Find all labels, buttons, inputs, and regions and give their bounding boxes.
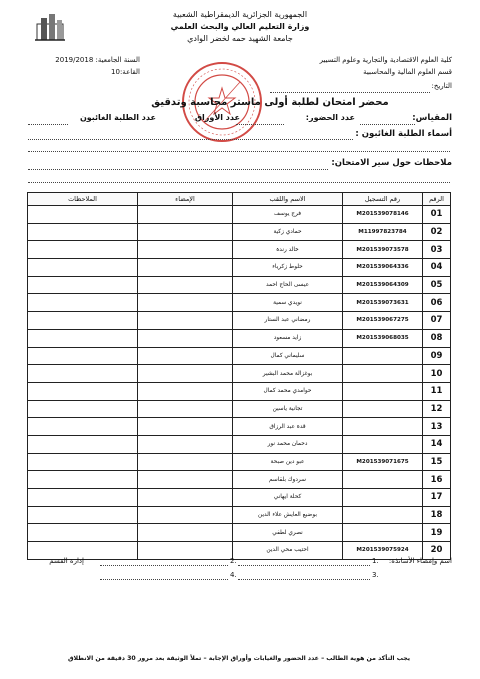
registration-number (343, 506, 423, 524)
registration-number (343, 418, 423, 436)
absent-names-label: أسماء الطلبة الغائبون : (355, 129, 452, 139)
subject-line (360, 124, 415, 125)
notes-cell (28, 365, 138, 383)
signature-cell (138, 489, 233, 507)
signature-cell (138, 471, 233, 489)
table-row (28, 206, 451, 224)
attendance-table (27, 192, 451, 560)
table-row (28, 400, 451, 418)
student-name: فرج يوسف (233, 206, 343, 224)
row-number: 13 (423, 418, 451, 436)
notes-cell (28, 471, 138, 489)
sig-num-2: 2. (230, 557, 237, 565)
row-number: 02 (423, 223, 451, 241)
table-row (28, 347, 451, 365)
student-name: نصري لطفي (233, 524, 343, 542)
registration-number: M201539064309 (343, 276, 423, 294)
table-row (28, 329, 451, 347)
header-reg: رقم التسجيل (343, 193, 423, 206)
signature-cell (138, 382, 233, 400)
footer-note: يجب التأكد من هوية الطالب – عدد الحضور والغيابات وأوراق الإجابة – تملأ الوثيقة بعد مرور 30 دقيقة من الانطلاق (67, 655, 411, 662)
registration-number (343, 489, 423, 507)
room-number: القاعة:10 (111, 68, 140, 76)
absent-count-line (28, 124, 68, 125)
signature-cell (138, 506, 233, 524)
sig-line-3 (238, 579, 370, 580)
table-row (28, 453, 451, 471)
signature-cell (138, 206, 233, 224)
notes-cell (28, 223, 138, 241)
student-name: حمادي زكية (233, 223, 343, 241)
signature-cell (138, 435, 233, 453)
table-row (28, 223, 451, 241)
header-signature: الإمضاء (138, 193, 233, 206)
date-line (270, 92, 430, 93)
student-name: بوغزالة محمد البشير (233, 365, 343, 383)
absent-names-line-1 (28, 139, 353, 140)
university-title: جامعة الشهيد حمه لخضر الوادي (187, 34, 293, 43)
row-number: 10 (423, 365, 451, 383)
registration-number: M201539073631 (343, 294, 423, 312)
table-row (28, 259, 451, 277)
registration-number: M201539071675 (343, 453, 423, 471)
notes-cell (28, 382, 138, 400)
row-number: 01 (423, 206, 451, 224)
sig-line-4 (100, 579, 228, 580)
table-row (28, 312, 451, 330)
signature-cell (138, 453, 233, 471)
table-row (28, 294, 451, 312)
professors-label: اسم وإمضاء الأساتذة: (388, 557, 452, 565)
student-name: احتيب محي الدين (233, 542, 343, 560)
student-name: رمضاني عبد الستار (233, 312, 343, 330)
row-number: 20 (423, 542, 451, 560)
student-name: سردوك بلقاسم (233, 471, 343, 489)
header-name: الاسم واللقب (233, 193, 343, 206)
notes-cell (28, 418, 138, 436)
student-name: نويدي سمية (233, 294, 343, 312)
table-row (28, 241, 451, 259)
notes-cell (28, 347, 138, 365)
registration-number: M201539073578 (343, 241, 423, 259)
absent-names-line-2 (28, 151, 450, 152)
table-row (28, 524, 451, 542)
notes-cell (28, 294, 138, 312)
notes-cell (28, 241, 138, 259)
row-number: 09 (423, 347, 451, 365)
registration-number (343, 435, 423, 453)
student-name: عيسى الحاج احمد (233, 276, 343, 294)
table-row (28, 365, 451, 383)
sig-num-1: 1. (372, 557, 379, 565)
row-number: 03 (423, 241, 451, 259)
registration-number (343, 347, 423, 365)
notes-cell (28, 453, 138, 471)
faculty-name: كلية العلوم الاقتصادية والتجارية وعلوم التسيير (319, 56, 452, 64)
registration-number: M201539067275 (343, 312, 423, 330)
student-name: دحمان محمد نور (233, 435, 343, 453)
table-header-row (28, 193, 451, 206)
signature-cell (138, 312, 233, 330)
republic-title: الجمهورية الجزائرية الديمقراطية الشعبية (172, 10, 308, 19)
page-title: محضر امتحان لطلبة أولى ماستر محاسبة وتدقيق (151, 97, 389, 108)
notes-cell (28, 506, 138, 524)
signature-cell (138, 259, 233, 277)
table-row (28, 435, 451, 453)
signature-cell (138, 241, 233, 259)
department-name: قسم العلوم المالية والمحاسبية (363, 68, 452, 76)
sig-line-2 (100, 565, 228, 566)
student-name: عبو دين صبحة (233, 453, 343, 471)
notes-cell (28, 329, 138, 347)
signature-cell (138, 524, 233, 542)
table-row (28, 489, 451, 507)
student-name: بوضيع العايش علاء الدين (233, 506, 343, 524)
student-name: سليماني كمال (233, 347, 343, 365)
table-row (28, 506, 451, 524)
notes-cell (28, 489, 138, 507)
registration-number: M201539064336 (343, 259, 423, 277)
row-number: 08 (423, 329, 451, 347)
registration-number: M201539075924 (343, 542, 423, 560)
student-name: كحلة ايهاني (233, 489, 343, 507)
table-row (28, 276, 451, 294)
signature-cell (138, 294, 233, 312)
registration-number (343, 400, 423, 418)
row-number: 06 (423, 294, 451, 312)
row-number: 14 (423, 435, 451, 453)
notes-line-2 (28, 182, 450, 183)
notes-label: ملاحظات حول سير الامتحان: (331, 158, 452, 168)
student-name: قدة عبد الرزاق (233, 418, 343, 436)
row-number: 16 (423, 471, 451, 489)
present-line (236, 124, 284, 125)
present-label: عدد الحضور: (305, 113, 355, 122)
registration-number (343, 471, 423, 489)
row-number: 11 (423, 382, 451, 400)
table-row (28, 418, 451, 436)
ministry-title: وزارة التعليم العالي والبحث العلمي (170, 22, 310, 31)
registration-number (343, 524, 423, 542)
sig-num-4: 4. (230, 571, 237, 579)
row-number: 05 (423, 276, 451, 294)
notes-cell (28, 400, 138, 418)
row-number: 15 (423, 453, 451, 471)
row-number: 19 (423, 524, 451, 542)
table-row (28, 542, 451, 560)
academic-year: السنة الجامعية: 2019/2018 (55, 56, 140, 64)
signature-cell (138, 347, 233, 365)
subject-label: المقياس: (412, 113, 452, 123)
header-notes: الملاحظات (28, 193, 138, 206)
table-row (28, 471, 451, 489)
notes-cell (28, 259, 138, 277)
notes-cell (28, 206, 138, 224)
signature-cell (138, 223, 233, 241)
notes-cell (28, 435, 138, 453)
sig-line-1 (238, 565, 370, 566)
student-name: حلوط زكرياء (233, 259, 343, 277)
signature-cell (138, 276, 233, 294)
signature-cell (138, 542, 233, 560)
notes-cell (28, 312, 138, 330)
row-number: 18 (423, 506, 451, 524)
notes-cell (28, 276, 138, 294)
student-name: زايد مسعود (233, 329, 343, 347)
signature-cell (138, 418, 233, 436)
student-name: تجانية ياسين (233, 400, 343, 418)
signature-cell (138, 365, 233, 383)
row-number: 12 (423, 400, 451, 418)
registration-number: M201539068035 (343, 329, 423, 347)
registration-number (343, 365, 423, 383)
student-name: خالد رندة (233, 241, 343, 259)
registration-number: M11997823784 (343, 223, 423, 241)
university-logo-icon (33, 10, 67, 44)
registration-number: M201539078146 (343, 206, 423, 224)
table-row (28, 382, 451, 400)
sig-num-3: 3. (372, 571, 379, 579)
row-number: 04 (423, 259, 451, 277)
registration-number (343, 382, 423, 400)
row-number: 07 (423, 312, 451, 330)
notes-line-1 (28, 169, 328, 170)
notes-cell (28, 524, 138, 542)
header-num: الرقم (423, 193, 451, 206)
date-label: التاريخ: (431, 82, 452, 90)
row-number: 17 (423, 489, 451, 507)
admin-label: إدارة القسم (49, 557, 84, 565)
absent-count-label: عدد الطلبة الغائبون (79, 113, 156, 122)
signature-cell (138, 400, 233, 418)
student-name: حوامدي محمد كمال (233, 382, 343, 400)
papers-label: عدد الأوراق (194, 113, 240, 122)
signature-cell (138, 329, 233, 347)
